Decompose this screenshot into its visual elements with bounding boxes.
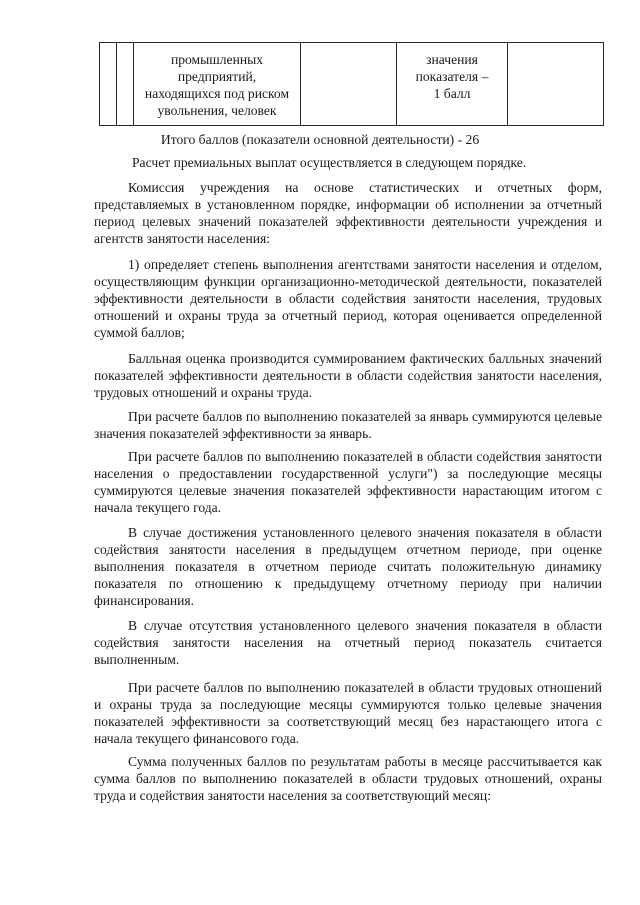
table-cell-empty <box>508 43 604 126</box>
table-cell-empty <box>301 43 397 126</box>
paragraph-text: При расчете баллов по выполнению показателей в области трудовых отношений и охраны труда за последующие месяцы суммируются только целевые значения показателей эффективности за соответствующий месяц без нарастающего итога с начала текущего финансового года. <box>94 680 602 746</box>
paragraph-commission <box>94 179 602 247</box>
paragraph-text: В случае отсутствия установленного целевого значения показателя в области содействия занятости населения на отчетный период показатель считается выполненным. <box>94 618 602 667</box>
paragraph-following-months <box>94 448 602 516</box>
table-cell-indicator: промышленных предприятий, находящихся под риском увольнения, человек <box>134 43 301 126</box>
paragraph-text: Комиссия учреждения на основе статистических и отчетных форм, представляемых в установленном порядке, информации об исполнении за отчетный период целевых значений показателей эффективности деятельности учреждения и агентств занятости населения: <box>94 180 602 246</box>
paragraph-january <box>94 408 602 442</box>
total-points-line: Итого баллов (показатели основной деятельности) - 26 <box>160 132 480 147</box>
paragraph-labor-relations <box>94 679 602 747</box>
paragraph-text: 1) определяет степень выполнения агентствами занятости населения и отделом, осуществляющим функции организационно-методической деятельности, показателей эффективности деятельности в области содействия занятости населения, трудовых отношений и охраны труда за отчетный период, которая оценивается определенной суммой баллов; <box>94 257 602 340</box>
paragraph-text: В случае достижения установленного целевого значения показателя в области содействия занятости населения в предыдущем отчетном периоде, при оценке выполнения показателя в отчетном периоде считать положительную динамику показателя по отношению к предыдущему отчетному периоду при наличии финансирования. <box>94 525 602 608</box>
table-cell-number <box>100 43 117 126</box>
paragraph-text: Сумма полученных баллов по результатам работы в месяце рассчитывается как сумма баллов по выполнению показателей в области трудовых отношений, охраны труда и содействия занятости населения за соответствующий месяц: <box>94 754 602 803</box>
table-cell-points: значения показателя – 1 балл <box>397 43 508 126</box>
paragraph-text: Балльная оценка производится суммированием фактических балльных значений показателей эффективности деятельности в области содействия занятости населения, трудовых отношений и охраны труда. <box>94 351 602 400</box>
paragraph-scoring <box>94 350 602 401</box>
paragraph-target-reached <box>94 524 602 609</box>
indicator-table-fragment <box>99 42 604 126</box>
paragraph-item-1 <box>94 256 602 341</box>
paragraph-text: При расчете баллов по выполнению показателей за январь суммируются целевые значения показателей эффективности за январь. <box>94 409 602 441</box>
table-cell-subnumber <box>117 43 134 126</box>
payment-order-line: Расчет премиальных выплат осуществляется в следующем порядке. <box>132 155 527 170</box>
paragraph-monthly-sum <box>94 753 602 804</box>
table-row <box>100 43 604 126</box>
paragraph-text: При расчете баллов по выполнению показателей в области содействия занятости населения о предоставлении государственной услуги") за последующие месяцы суммируются целевые значения показателей эффективности нарастающим итогом с начала текущего года. <box>94 449 602 515</box>
paragraph-no-target <box>94 617 602 668</box>
